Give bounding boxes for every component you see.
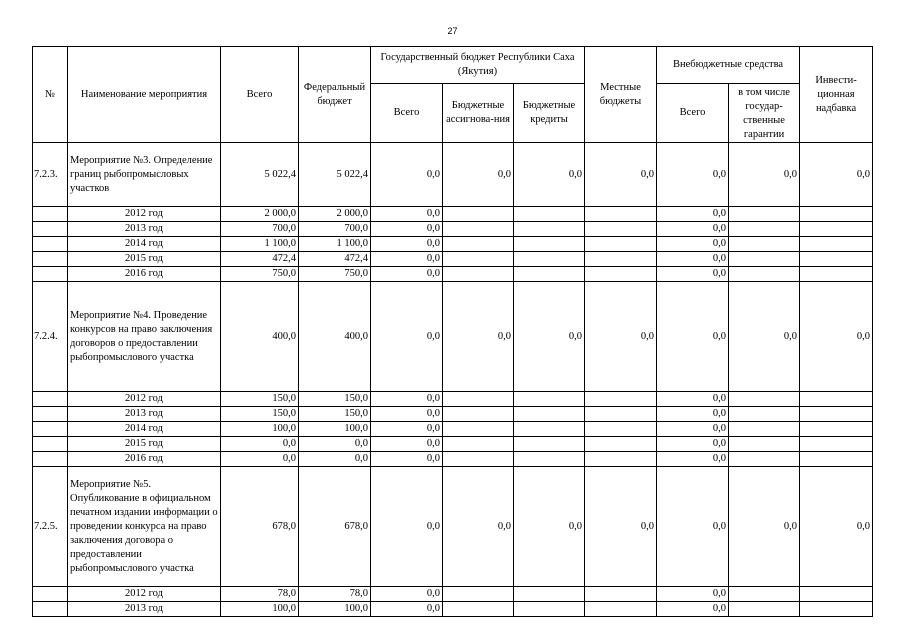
- year-empty-cell: [443, 602, 514, 617]
- year-empty-cell: [585, 267, 657, 282]
- year-label: 2012 год: [68, 392, 221, 407]
- event-name: Мероприятие №4. Проведение конкурсов на право заключения договоров о предоставлении рыбопромыслового участка: [68, 282, 221, 392]
- year-empty-cell: [585, 392, 657, 407]
- event-extra-guarantee: 0,0: [729, 282, 800, 392]
- year-empty-cell: [800, 237, 873, 252]
- header-extra-group: Внебюджетные средства: [657, 47, 800, 84]
- event-rep-assign: 0,0: [443, 282, 514, 392]
- event-row: [33, 143, 873, 207]
- year-empty-cell: [443, 407, 514, 422]
- event-invest: 0,0: [800, 467, 873, 587]
- year-row: [33, 587, 873, 602]
- event-rep-credits: 0,0: [514, 467, 585, 587]
- year-empty-cell: [514, 452, 585, 467]
- year-row: [33, 392, 873, 407]
- event-federal: 400,0: [299, 282, 371, 392]
- year-empty-cell: [800, 437, 873, 452]
- year-empty-cell: [514, 252, 585, 267]
- year-label: 2015 год: [68, 252, 221, 267]
- event-number: 7.2.4.: [33, 282, 68, 392]
- year-empty-cell: [585, 587, 657, 602]
- event-invest: 0,0: [800, 143, 873, 207]
- year-label: 2015 год: [68, 437, 221, 452]
- year-rep-total: 0,0: [371, 587, 443, 602]
- year-empty-cell: [443, 437, 514, 452]
- year-extra-total: 0,0: [657, 437, 729, 452]
- year-rep-total: 0,0: [371, 222, 443, 237]
- year-number-cell: [33, 602, 68, 617]
- event-extra-total: 0,0: [657, 467, 729, 587]
- year-extra-total: 0,0: [657, 392, 729, 407]
- year-federal: 0,0: [299, 452, 371, 467]
- year-number-cell: [33, 437, 68, 452]
- year-number-cell: [33, 392, 68, 407]
- header-republic-group: Государственный бюджет Республики Саха (Якутия): [371, 47, 585, 84]
- year-extra-total: 0,0: [657, 222, 729, 237]
- header-federal: Федеральный бюджет: [299, 47, 371, 143]
- year-empty-cell: [443, 452, 514, 467]
- year-number-cell: [33, 207, 68, 222]
- header-total: Всего: [221, 47, 299, 143]
- year-federal: 78,0: [299, 587, 371, 602]
- event-local: 0,0: [585, 467, 657, 587]
- year-federal: 150,0: [299, 407, 371, 422]
- year-empty-cell: [514, 422, 585, 437]
- event-name: Мероприятие №3. Определение границ рыбопромысловых участков: [68, 143, 221, 207]
- year-total: 472,4: [221, 252, 299, 267]
- event-federal: 5 022,4: [299, 143, 371, 207]
- year-row: [33, 452, 873, 467]
- event-extra-total: 0,0: [657, 143, 729, 207]
- year-rep-total: 0,0: [371, 602, 443, 617]
- event-rep-credits: 0,0: [514, 282, 585, 392]
- year-label: 2016 год: [68, 452, 221, 467]
- year-empty-cell: [514, 222, 585, 237]
- event-extra-guarantee: 0,0: [729, 143, 800, 207]
- year-label: 2014 год: [68, 422, 221, 437]
- header-rep-total: Всего: [371, 84, 443, 143]
- year-empty-cell: [800, 252, 873, 267]
- event-rep-total: 0,0: [371, 467, 443, 587]
- year-rep-total: 0,0: [371, 422, 443, 437]
- event-rep-assign: 0,0: [443, 143, 514, 207]
- year-label: 2016 год: [68, 267, 221, 282]
- year-federal: 100,0: [299, 422, 371, 437]
- year-federal: 150,0: [299, 392, 371, 407]
- event-name: Мероприятие №5. Опубликование в официальном печатном издании информации о проведении конкурса на право заключения договора о предоставлении рыбопромыслового участка: [68, 467, 221, 587]
- year-empty-cell: [585, 237, 657, 252]
- header-rep-assign: Бюджетные ассигнова-ния: [443, 84, 514, 143]
- year-number-cell: [33, 267, 68, 282]
- year-row: [33, 237, 873, 252]
- year-empty-cell: [729, 267, 800, 282]
- year-row: [33, 437, 873, 452]
- year-extra-total: 0,0: [657, 252, 729, 267]
- year-row: [33, 602, 873, 617]
- year-empty-cell: [800, 452, 873, 467]
- year-empty-cell: [585, 222, 657, 237]
- year-extra-total: 0,0: [657, 207, 729, 222]
- year-empty-cell: [514, 602, 585, 617]
- year-empty-cell: [729, 207, 800, 222]
- year-federal: 1 100,0: [299, 237, 371, 252]
- year-empty-cell: [800, 222, 873, 237]
- year-total: 0,0: [221, 452, 299, 467]
- year-empty-cell: [443, 422, 514, 437]
- year-empty-cell: [729, 602, 800, 617]
- year-empty-cell: [514, 392, 585, 407]
- year-empty-cell: [585, 452, 657, 467]
- year-empty-cell: [585, 422, 657, 437]
- year-row: [33, 207, 873, 222]
- year-empty-cell: [443, 587, 514, 602]
- year-empty-cell: [443, 222, 514, 237]
- year-empty-cell: [514, 587, 585, 602]
- header-number: №: [33, 47, 68, 143]
- year-label: 2014 год: [68, 237, 221, 252]
- table-header: [33, 47, 873, 143]
- year-empty-cell: [729, 452, 800, 467]
- event-extra-guarantee: 0,0: [729, 467, 800, 587]
- year-empty-cell: [514, 267, 585, 282]
- year-empty-cell: [443, 392, 514, 407]
- event-rep-total: 0,0: [371, 282, 443, 392]
- event-extra-total: 0,0: [657, 282, 729, 392]
- year-rep-total: 0,0: [371, 407, 443, 422]
- year-empty-cell: [585, 207, 657, 222]
- year-empty-cell: [800, 207, 873, 222]
- funding-table: [32, 46, 873, 617]
- year-federal: 750,0: [299, 267, 371, 282]
- year-row: [33, 407, 873, 422]
- year-row: [33, 222, 873, 237]
- year-empty-cell: [443, 252, 514, 267]
- year-label: 2013 год: [68, 407, 221, 422]
- header-extra-total: Всего: [657, 84, 729, 143]
- year-rep-total: 0,0: [371, 207, 443, 222]
- year-number-cell: [33, 222, 68, 237]
- year-extra-total: 0,0: [657, 587, 729, 602]
- year-label: 2012 год: [68, 207, 221, 222]
- year-total: 100,0: [221, 602, 299, 617]
- year-total: 100,0: [221, 422, 299, 437]
- table-body: [33, 143, 873, 617]
- year-empty-cell: [800, 407, 873, 422]
- year-federal: 700,0: [299, 222, 371, 237]
- year-rep-total: 0,0: [371, 392, 443, 407]
- year-total: 0,0: [221, 437, 299, 452]
- event-row: [33, 282, 873, 392]
- year-empty-cell: [514, 207, 585, 222]
- year-number-cell: [33, 452, 68, 467]
- event-local: 0,0: [585, 282, 657, 392]
- event-invest: 0,0: [800, 282, 873, 392]
- year-federal: 100,0: [299, 602, 371, 617]
- event-total: 678,0: [221, 467, 299, 587]
- year-total: 700,0: [221, 222, 299, 237]
- year-number-cell: [33, 252, 68, 267]
- year-rep-total: 0,0: [371, 437, 443, 452]
- page-number: 27: [447, 26, 458, 36]
- year-empty-cell: [800, 392, 873, 407]
- year-empty-cell: [729, 392, 800, 407]
- year-empty-cell: [514, 237, 585, 252]
- event-rep-credits: 0,0: [514, 143, 585, 207]
- year-empty-cell: [443, 237, 514, 252]
- event-total: 400,0: [221, 282, 299, 392]
- year-rep-total: 0,0: [371, 267, 443, 282]
- year-empty-cell: [585, 407, 657, 422]
- year-row: [33, 252, 873, 267]
- year-total: 1 100,0: [221, 237, 299, 252]
- year-total: 750,0: [221, 267, 299, 282]
- year-total: 150,0: [221, 392, 299, 407]
- year-empty-cell: [585, 602, 657, 617]
- year-empty-cell: [514, 407, 585, 422]
- year-empty-cell: [514, 437, 585, 452]
- year-label: 2013 год: [68, 222, 221, 237]
- year-label: 2013 год: [68, 602, 221, 617]
- year-empty-cell: [443, 207, 514, 222]
- event-number: 7.2.3.: [33, 143, 68, 207]
- year-empty-cell: [729, 222, 800, 237]
- year-empty-cell: [443, 267, 514, 282]
- year-empty-cell: [800, 602, 873, 617]
- header-rep-credits: Бюджетные кредиты: [514, 84, 585, 143]
- year-number-cell: [33, 237, 68, 252]
- year-number-cell: [33, 407, 68, 422]
- year-extra-total: 0,0: [657, 407, 729, 422]
- year-empty-cell: [729, 587, 800, 602]
- event-rep-assign: 0,0: [443, 467, 514, 587]
- year-extra-total: 0,0: [657, 452, 729, 467]
- year-extra-total: 0,0: [657, 422, 729, 437]
- year-label: 2012 год: [68, 587, 221, 602]
- event-number: 7.2.5.: [33, 467, 68, 587]
- event-federal: 678,0: [299, 467, 371, 587]
- year-empty-cell: [729, 422, 800, 437]
- header-invest: Инвести-ционная надбавка: [800, 47, 873, 143]
- year-federal: 472,4: [299, 252, 371, 267]
- year-number-cell: [33, 587, 68, 602]
- year-extra-total: 0,0: [657, 237, 729, 252]
- header-extra-guarantee: в том числе государ-ственные гарантии: [729, 84, 800, 143]
- year-federal: 0,0: [299, 437, 371, 452]
- event-total: 5 022,4: [221, 143, 299, 207]
- year-empty-cell: [729, 407, 800, 422]
- event-rep-total: 0,0: [371, 143, 443, 207]
- year-empty-cell: [729, 437, 800, 452]
- year-empty-cell: [800, 267, 873, 282]
- year-empty-cell: [585, 437, 657, 452]
- event-row: [33, 467, 873, 587]
- header-local: Местные бюджеты: [585, 47, 657, 143]
- year-empty-cell: [800, 587, 873, 602]
- year-extra-total: 0,0: [657, 267, 729, 282]
- year-empty-cell: [729, 237, 800, 252]
- header-name: Наименование мероприятия: [68, 47, 221, 143]
- year-rep-total: 0,0: [371, 252, 443, 267]
- year-extra-total: 0,0: [657, 602, 729, 617]
- year-empty-cell: [585, 252, 657, 267]
- year-empty-cell: [729, 252, 800, 267]
- year-total: 78,0: [221, 587, 299, 602]
- year-federal: 2 000,0: [299, 207, 371, 222]
- year-empty-cell: [800, 422, 873, 437]
- year-row: [33, 422, 873, 437]
- year-rep-total: 0,0: [371, 452, 443, 467]
- year-total: 2 000,0: [221, 207, 299, 222]
- year-row: [33, 267, 873, 282]
- year-number-cell: [33, 422, 68, 437]
- event-local: 0,0: [585, 143, 657, 207]
- year-rep-total: 0,0: [371, 237, 443, 252]
- year-total: 150,0: [221, 407, 299, 422]
